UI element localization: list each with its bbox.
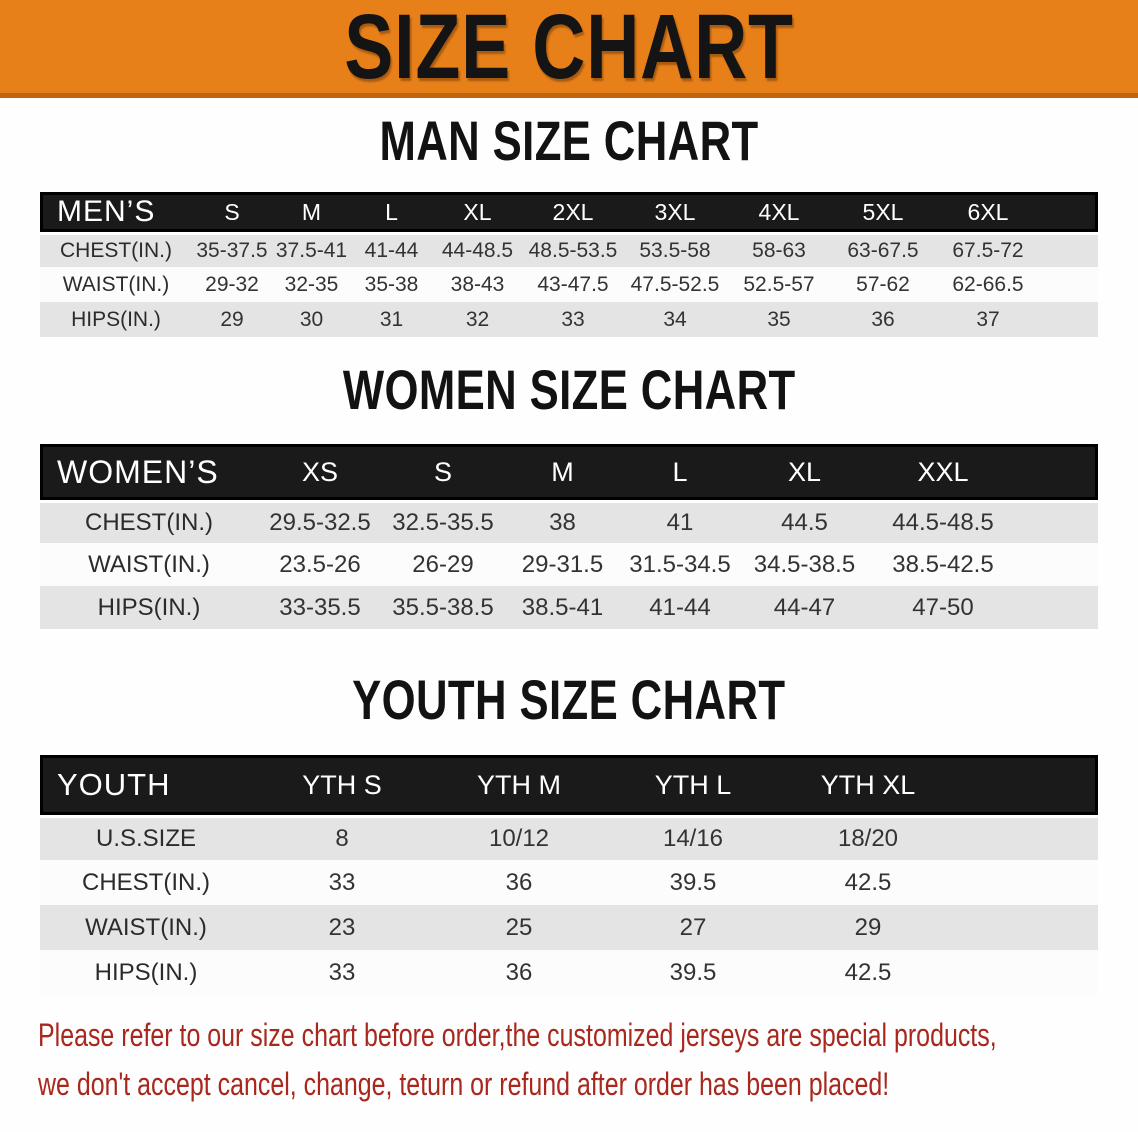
women-section-heading-text: WOMEN SIZE CHART: [342, 358, 796, 421]
row-label: WAIST(IN.): [40, 905, 252, 950]
men-size-table: [40, 192, 1098, 337]
size-column-header: YTH XL: [780, 755, 956, 815]
size-value-cell: 36: [432, 950, 606, 995]
size-value-cell: 38-43: [432, 267, 523, 302]
table-corner-label: MEN’S: [40, 192, 192, 232]
row-filler-cell: [1041, 267, 1098, 302]
size-value-cell: 67.5-72: [935, 232, 1041, 267]
size-value-cell: 25: [432, 905, 606, 950]
size-value-cell: 23: [252, 905, 432, 950]
size-value-cell: 30: [272, 302, 351, 337]
size-column-header: 2XL: [523, 192, 623, 232]
disclaimer-line-2: we don't accept cancel, change, teturn or refund after order has been placed!: [38, 1066, 890, 1102]
row-filler-cell: [1016, 586, 1098, 629]
row-filler-cell: [956, 815, 1098, 860]
size-value-cell: 31.5-34.5: [621, 543, 739, 586]
row-filler-cell: [1041, 232, 1098, 267]
size-value-cell: 29-32: [192, 267, 272, 302]
table-row: [40, 860, 1098, 905]
disclaimer: [0, 1011, 1138, 1109]
table-corner-label: YOUTH: [40, 755, 252, 815]
size-value-cell: 32: [432, 302, 523, 337]
size-value-cell: 34.5-38.5: [739, 543, 870, 586]
table-row: [40, 500, 1098, 543]
size-value-cell: 26-29: [382, 543, 504, 586]
size-value-cell: 33: [252, 950, 432, 995]
size-value-cell: 39.5: [606, 860, 780, 905]
row-filler-cell: [956, 860, 1098, 905]
size-value-cell: 41-44: [351, 232, 432, 267]
disclaimer-line-1: Please refer to our size chart before order,the customized jerseys are special products,: [38, 1017, 997, 1053]
row-filler-cell: [1016, 543, 1098, 586]
size-value-cell: 63-67.5: [831, 232, 935, 267]
size-column-header: S: [192, 192, 272, 232]
size-value-cell: 14/16: [606, 815, 780, 860]
size-value-cell: 35-37.5: [192, 232, 272, 267]
size-value-cell: 47-50: [870, 586, 1016, 629]
size-value-cell: 53.5-58: [623, 232, 727, 267]
women-size-table: [40, 444, 1098, 629]
size-column-header: YTH L: [606, 755, 780, 815]
size-column-header: XXL: [870, 444, 1016, 500]
size-value-cell: 32.5-35.5: [382, 500, 504, 543]
size-column-header: XL: [739, 444, 870, 500]
row-label: CHEST(IN.): [40, 860, 252, 905]
men-table-header-row: [40, 192, 1098, 232]
size-value-cell: 23.5-26: [258, 543, 382, 586]
row-label: HIPS(IN.): [40, 302, 192, 337]
size-value-cell: 29: [192, 302, 272, 337]
table-row: [40, 586, 1098, 629]
size-column-header: M: [504, 444, 621, 500]
header-filler-cell: [1041, 192, 1098, 232]
size-value-cell: 38.5-42.5: [870, 543, 1016, 586]
size-value-cell: 43-47.5: [523, 267, 623, 302]
women-section-heading: [0, 358, 1138, 421]
table-row: [40, 815, 1098, 860]
size-column-header: 6XL: [935, 192, 1041, 232]
row-label: WAIST(IN.): [40, 543, 258, 586]
size-value-cell: 38.5-41: [504, 586, 621, 629]
youth-table-header-row: [40, 755, 1098, 815]
men-section: [0, 109, 1138, 337]
row-label: HIPS(IN.): [40, 950, 252, 995]
size-value-cell: 36: [831, 302, 935, 337]
row-filler-cell: [956, 905, 1098, 950]
size-value-cell: 8: [252, 815, 432, 860]
size-value-cell: 18/20: [780, 815, 956, 860]
size-value-cell: 31: [351, 302, 432, 337]
women-section: [0, 358, 1138, 629]
size-value-cell: 33: [523, 302, 623, 337]
row-label: CHEST(IN.): [40, 232, 192, 267]
size-value-cell: 36: [432, 860, 606, 905]
size-value-cell: 44-47: [739, 586, 870, 629]
row-label: WAIST(IN.): [40, 267, 192, 302]
men-section-heading-text: MAN SIZE CHART: [379, 109, 759, 172]
size-value-cell: 47.5-52.5: [623, 267, 727, 302]
size-value-cell: 42.5: [780, 950, 956, 995]
size-column-header: 3XL: [623, 192, 727, 232]
youth-size-table: [40, 755, 1098, 995]
size-chart-banner: [0, 0, 1138, 98]
size-value-cell: 33: [252, 860, 432, 905]
size-column-header: L: [351, 192, 432, 232]
size-value-cell: 10/12: [432, 815, 606, 860]
size-value-cell: 57-62: [831, 267, 935, 302]
size-value-cell: 52.5-57: [727, 267, 831, 302]
size-value-cell: 29: [780, 905, 956, 950]
youth-section-heading: [0, 668, 1138, 731]
size-value-cell: 48.5-53.5: [523, 232, 623, 267]
size-value-cell: 29-31.5: [504, 543, 621, 586]
size-column-header: 5XL: [831, 192, 935, 232]
size-value-cell: 62-66.5: [935, 267, 1041, 302]
size-value-cell: 35: [727, 302, 831, 337]
size-value-cell: 44-48.5: [432, 232, 523, 267]
size-column-header: S: [382, 444, 504, 500]
men-section-heading: [0, 109, 1138, 172]
size-value-cell: 34: [623, 302, 727, 337]
table-row: [40, 267, 1098, 302]
table-row: [40, 905, 1098, 950]
row-filler-cell: [1016, 500, 1098, 543]
table-row: [40, 232, 1098, 267]
header-filler-cell: [956, 755, 1098, 815]
size-column-header: XS: [258, 444, 382, 500]
size-column-header: L: [621, 444, 739, 500]
size-value-cell: 39.5: [606, 950, 780, 995]
row-label: CHEST(IN.): [40, 500, 258, 543]
size-column-header: YTH S: [252, 755, 432, 815]
size-value-cell: 41: [621, 500, 739, 543]
size-column-header: M: [272, 192, 351, 232]
header-filler-cell: [1016, 444, 1098, 500]
size-value-cell: 32-35: [272, 267, 351, 302]
size-value-cell: 58-63: [727, 232, 831, 267]
row-filler-cell: [956, 950, 1098, 995]
size-value-cell: 35-38: [351, 267, 432, 302]
size-chart-title: SIZE CHART: [344, 0, 794, 98]
table-row: [40, 543, 1098, 586]
size-column-header: 4XL: [727, 192, 831, 232]
size-value-cell: 33-35.5: [258, 586, 382, 629]
youth-section-heading-text: YOUTH SIZE CHART: [352, 668, 786, 731]
size-column-header: YTH M: [432, 755, 606, 815]
table-row: [40, 950, 1098, 995]
size-value-cell: 42.5: [780, 860, 956, 905]
row-label: HIPS(IN.): [40, 586, 258, 629]
row-label: U.S.SIZE: [40, 815, 252, 860]
table-row: [40, 302, 1098, 337]
women-table-header-row: [40, 444, 1098, 500]
size-value-cell: 38: [504, 500, 621, 543]
size-value-cell: 29.5-32.5: [258, 500, 382, 543]
size-value-cell: 41-44: [621, 586, 739, 629]
size-value-cell: 27: [606, 905, 780, 950]
size-value-cell: 37: [935, 302, 1041, 337]
table-corner-label: WOMEN’S: [40, 444, 258, 500]
size-value-cell: 44.5: [739, 500, 870, 543]
size-value-cell: 44.5-48.5: [870, 500, 1016, 543]
size-column-header: XL: [432, 192, 523, 232]
row-filler-cell: [1041, 302, 1098, 337]
youth-section: [0, 668, 1138, 995]
size-value-cell: 35.5-38.5: [382, 586, 504, 629]
size-value-cell: 37.5-41: [272, 232, 351, 267]
